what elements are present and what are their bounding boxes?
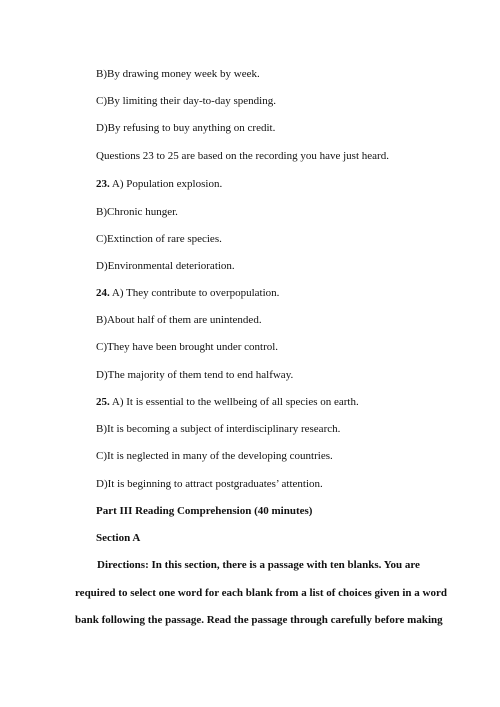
section-a-heading: Section A (96, 532, 141, 544)
q23-option-b: B)Chronic hunger. (96, 206, 178, 218)
q24-option-c: C)They have been brought under control. (96, 341, 279, 353)
directions-line-2: required to select one word for each blank from a list of choices given in a word (75, 587, 447, 599)
q22-option-b: B)By drawing money week by week. (96, 68, 260, 80)
part3-heading: Part III Reading Comprehension (40 minutes) (96, 505, 313, 517)
q24-number: 24. (96, 287, 110, 299)
q22-option-c: C)By limiting their day-to-day spending. (96, 95, 276, 107)
q25-option-d: D)It is beginning to attract postgraduates’ attention. (96, 478, 323, 490)
q25-option-a (96, 396, 359, 409)
q23-option-a (96, 178, 222, 191)
q24-option-d: D)The majority of them tend to end halfway. (96, 369, 294, 381)
q24-option-b: B)About half of them are unintended. (96, 314, 262, 326)
q23-option-c: C)Extinction of rare species. (96, 233, 222, 245)
q23-number: 23. (96, 178, 110, 190)
q25-number: 25. (96, 396, 110, 408)
q25-option-a-text: A) It is essential to the wellbeing of all species on earth. (109, 396, 359, 408)
directions-line-1: Directions: In this section, there is a passage with ten blanks. You are (97, 559, 420, 571)
questions-23-25-intro: Questions 23 to 25 are based on the recording you have just heard. (96, 150, 389, 162)
directions-line-3: bank following the passage. Read the passage through carefully before making (75, 614, 443, 626)
q25-option-c: C)It is neglected in many of the developing countries. (96, 450, 333, 462)
q23-option-d: D)Environmental deterioration. (96, 260, 235, 272)
q23-option-a-text: A) Population explosion. (109, 178, 223, 190)
q24-option-a-text: A) They contribute to overpopulation. (109, 287, 280, 299)
q25-option-b: B)It is becoming a subject of interdisciplinary research. (96, 423, 341, 435)
q22-option-d: D)By refusing to buy anything on credit. (96, 122, 276, 134)
q24-option-a (96, 287, 279, 300)
